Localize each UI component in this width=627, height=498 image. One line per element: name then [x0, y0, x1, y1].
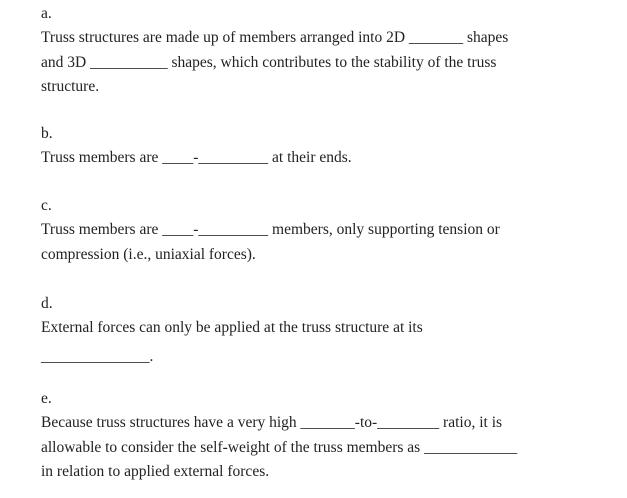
question-text-line: in relation to applied external forces.: [41, 463, 270, 480]
question-text-line: Truss members are ____-_________ at their ends.: [41, 149, 352, 166]
question-letter: b.: [41, 125, 53, 142]
question-e: [41, 387, 616, 485]
question-letter: d.: [41, 295, 53, 312]
question-text-line: Truss structures are made up of members arranged into 2D _______ shapes: [41, 29, 509, 46]
question-text-line: structure.: [41, 78, 100, 95]
question-text-line: and 3D __________ shapes, which contributes to the stability of the truss: [41, 53, 497, 71]
question-text-line: External forces can only be applied at the truss structure at its: [41, 319, 423, 336]
question-c: [41, 194, 616, 267]
question-letter: e.: [41, 390, 52, 407]
question-letter: a.: [41, 5, 52, 22]
question-letter: c.: [41, 197, 52, 214]
question-text-line: Truss members are ____-_________ members, only supporting tension or: [41, 221, 500, 238]
question-a: [41, 2, 616, 100]
question-d: [41, 292, 616, 369]
question-text-line: allowable to consider the self-weight of the truss members as ____________: [41, 438, 518, 456]
question-text-line: compression (i.e., uniaxial forces).: [41, 245, 256, 263]
question-b: [41, 122, 616, 171]
question-text-line: ______________.: [41, 347, 154, 365]
question-text-line: Because truss structures have a very high _______-to-________ ratio, it is: [41, 414, 503, 431]
